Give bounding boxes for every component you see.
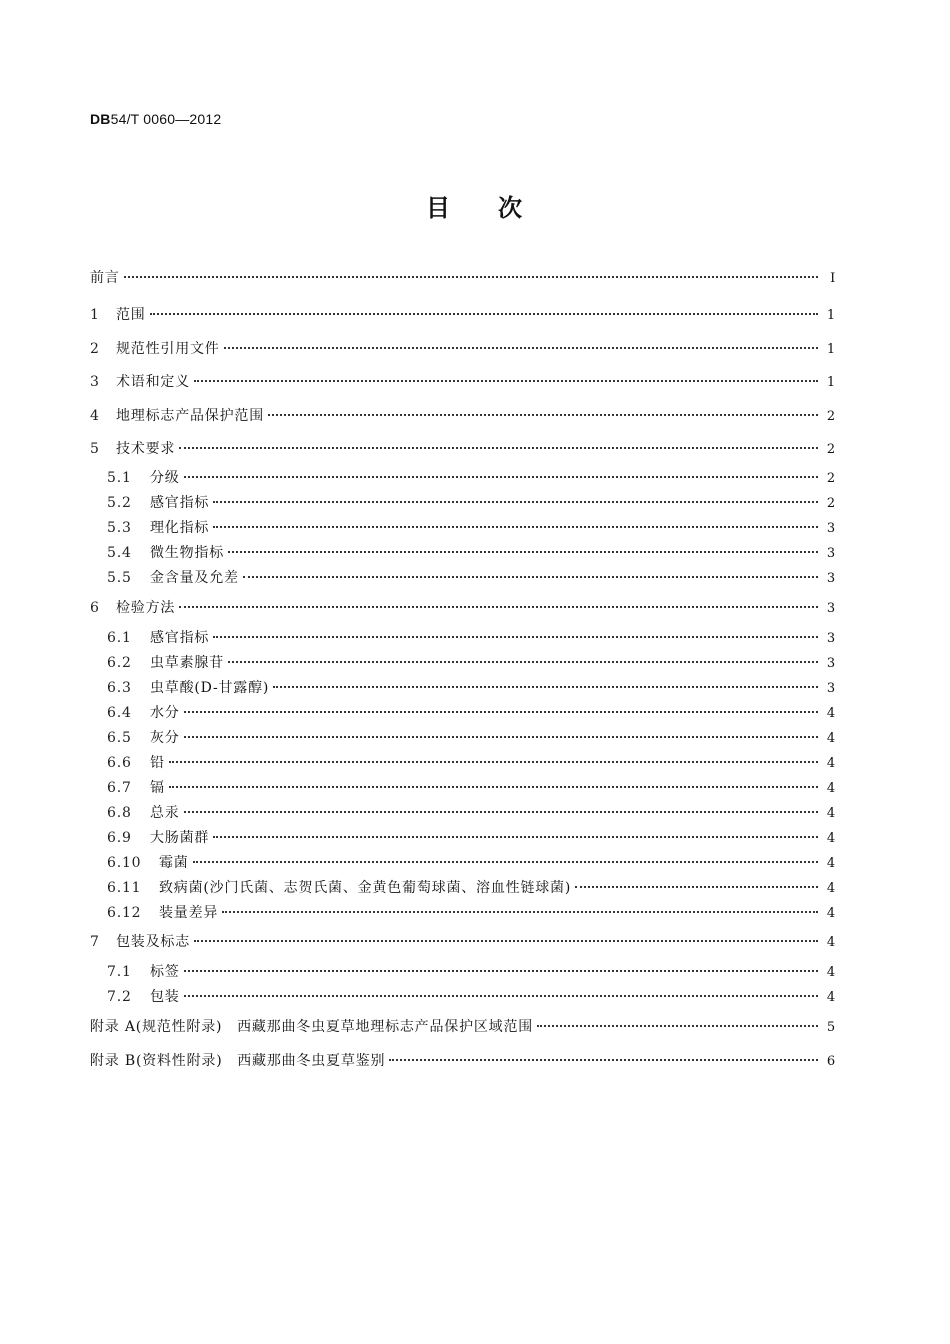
toc-entry[interactable] <box>90 986 836 1008</box>
toc-entry-number: 5.1 <box>107 470 132 486</box>
toc-entry-label: 包装及标志 <box>116 934 190 950</box>
toc-entry-label: 检验方法 <box>116 600 176 616</box>
toc-entry-label: 微生物指标 <box>150 545 224 561</box>
toc-entry-label: 包装 <box>150 989 180 1005</box>
page-title-first: 目 <box>426 194 452 222</box>
toc-entry-page: 3 <box>826 546 836 561</box>
toc-dot-leader <box>575 885 818 888</box>
toc-entry-label: 分级 <box>150 470 180 486</box>
toc-dot-leader <box>228 550 818 553</box>
toc-entry-label: 感官指标 <box>150 495 210 511</box>
toc-entry-label: 灰分 <box>150 730 180 746</box>
toc-entry-label: 附录 B(资料性附录) 西藏那曲冬虫夏草鉴别 <box>90 1053 386 1069</box>
toc-dot-leader <box>224 346 818 349</box>
toc-entry-number: 3 <box>90 374 100 390</box>
toc-entry[interactable] <box>90 467 836 489</box>
toc-entry-label: 水分 <box>150 705 180 721</box>
toc-entry[interactable] <box>90 727 836 749</box>
toc-entry-number: 6.8 <box>107 805 132 821</box>
toc-entry-number: 6.2 <box>107 655 132 671</box>
toc-entry-page: 1 <box>826 342 836 357</box>
toc-entry-label: 虫草酸(D-甘露醇) <box>150 680 270 696</box>
toc-entry[interactable] <box>90 702 836 724</box>
toc-entry-number: 6.12 <box>107 905 142 921</box>
toc-entry-number: 6.5 <box>107 730 132 746</box>
toc-entry-page: 3 <box>826 601 836 616</box>
toc-entry-page: 4 <box>826 706 836 721</box>
toc-entry[interactable] <box>90 405 836 427</box>
toc-entry-page: 4 <box>826 756 836 771</box>
toc-entry-page: 5 <box>826 1020 836 1035</box>
toc-entry-label: 总汞 <box>150 805 180 821</box>
toc-entry-number: 6.11 <box>107 880 142 896</box>
toc-dot-leader <box>213 635 818 638</box>
toc-dot-leader <box>179 605 818 608</box>
toc-entry-label: 范围 <box>116 307 146 323</box>
toc-entry-number: 7.1 <box>107 964 132 980</box>
document-code-number: 54/T 0060—2012 <box>110 111 222 127</box>
toc-entry[interactable] <box>90 931 836 953</box>
toc-entry[interactable] <box>90 752 836 774</box>
toc-entry[interactable] <box>90 438 836 460</box>
toc-entry[interactable] <box>90 492 836 514</box>
toc-entry-number: 7.2 <box>107 989 132 1005</box>
toc-dot-leader <box>184 969 818 972</box>
toc-dot-leader <box>124 275 818 278</box>
toc-entry-label: 技术要求 <box>116 441 176 457</box>
toc-entry-page: 3 <box>826 681 836 696</box>
toc-entry-page: 2 <box>826 471 836 486</box>
toc-entry-number: 6.1 <box>107 630 132 646</box>
toc-entry[interactable] <box>90 877 836 899</box>
toc-dot-leader <box>184 810 818 813</box>
page-title-second: 次 <box>498 194 524 222</box>
toc-entry-number: 6.6 <box>107 755 132 771</box>
toc-dot-leader <box>184 710 818 713</box>
toc-entry-label: 感官指标 <box>150 630 210 646</box>
toc-entry[interactable] <box>90 371 836 393</box>
toc-entry-page: 3 <box>826 521 836 536</box>
toc-entry-number: 5.3 <box>107 520 132 536</box>
toc-entry-page: 4 <box>826 781 836 796</box>
toc-entry-page: 4 <box>826 990 836 1005</box>
toc-entry-number: 1 <box>90 307 100 323</box>
toc-entry-number: 5 <box>90 441 100 457</box>
toc-entry-page: 4 <box>826 906 836 921</box>
toc-entry-label: 附录 A(规范性附录) 西藏那曲冬虫夏草地理标志产品保护区域范围 <box>90 1019 534 1035</box>
toc-entry-number: 2 <box>90 341 100 357</box>
toc-entry-label: 镉 <box>150 780 165 796</box>
toc-entry-label: 大肠菌群 <box>150 830 210 846</box>
toc-entry-page: 4 <box>826 935 836 950</box>
toc-entry-page: 4 <box>826 806 836 821</box>
toc-entry-label: 霉菌 <box>159 855 189 871</box>
toc-entry[interactable] <box>90 827 836 849</box>
toc-entry-label: 标签 <box>150 964 180 980</box>
toc-dot-leader <box>184 475 818 478</box>
toc-entry-number: 6.3 <box>107 680 132 696</box>
toc-dot-leader <box>389 1058 818 1061</box>
toc-dot-leader <box>537 1024 818 1027</box>
toc-entry-number: 6.10 <box>107 855 142 871</box>
toc-dot-leader <box>213 500 818 503</box>
toc-entry-label: 致病菌(沙门氏菌、志贺氏菌、金黄色葡萄球菌、溶血性链球菌) <box>159 880 572 896</box>
toc-dot-leader <box>184 735 818 738</box>
toc-entry-label: 理化指标 <box>150 520 210 536</box>
toc-entry-number: 5.2 <box>107 495 132 511</box>
toc-entry[interactable] <box>90 597 836 619</box>
toc-entry-number: 6.7 <box>107 780 132 796</box>
toc-dot-leader <box>268 413 818 416</box>
toc-entry[interactable] <box>90 542 836 564</box>
toc-entry-page: 4 <box>826 856 836 871</box>
toc-entry-page: 1 <box>826 375 836 390</box>
toc-entry-page: 6 <box>826 1054 836 1069</box>
toc-entry-page: 2 <box>826 409 836 424</box>
toc-entry-number: 5.5 <box>107 570 132 586</box>
toc-entry[interactable] <box>90 777 836 799</box>
toc-entry[interactable] <box>90 677 836 699</box>
toc-entry-label: 铅 <box>150 755 165 771</box>
toc-entry-number: 4 <box>90 408 100 424</box>
toc-entry-label: 装量差异 <box>159 905 219 921</box>
toc-entry-page: 4 <box>826 731 836 746</box>
document-code-prefix: DB <box>90 111 111 127</box>
toc-entry-page: Ⅰ <box>830 271 836 286</box>
toc-entry-page: 3 <box>826 571 836 586</box>
toc-entry-number: 5.4 <box>107 545 132 561</box>
toc-entry-number: 6 <box>90 600 100 616</box>
toc-dot-leader <box>222 910 818 913</box>
toc-entry-label: 地理标志产品保护范围 <box>116 408 264 424</box>
toc-entry-page: 4 <box>826 965 836 980</box>
toc-entry-number: 7 <box>90 934 100 950</box>
toc-entry-label: 金含量及允差 <box>150 570 239 586</box>
toc-entry[interactable] <box>90 902 836 924</box>
toc-entry[interactable] <box>90 517 836 539</box>
toc-entry[interactable] <box>90 1050 836 1072</box>
toc-entry-number: 6.9 <box>107 830 132 846</box>
toc-dot-leader <box>228 660 818 663</box>
toc-dot-leader <box>184 994 818 997</box>
toc-dot-leader <box>150 312 818 315</box>
toc-dot-leader <box>194 939 818 942</box>
toc-entry[interactable] <box>90 852 836 874</box>
toc-entry-page: 2 <box>826 442 836 457</box>
toc-entry[interactable] <box>90 652 836 674</box>
toc-entry-page: 3 <box>826 656 836 671</box>
toc-entry[interactable] <box>90 304 836 326</box>
toc-entry-label: 术语和定义 <box>116 374 190 390</box>
toc-dot-leader <box>179 446 818 449</box>
toc-entry[interactable] <box>90 567 836 589</box>
toc-entry[interactable] <box>90 627 836 649</box>
toc-entry-label: 虫草素腺苷 <box>150 655 224 671</box>
toc-entry-page: 2 <box>826 496 836 511</box>
toc-entry-page: 4 <box>826 881 836 896</box>
toc-entry-number: 6.4 <box>107 705 132 721</box>
toc-entry[interactable] <box>90 802 836 824</box>
table-of-contents <box>90 0 836 1100</box>
toc-dot-leader <box>213 835 818 838</box>
toc-entry-page: 4 <box>826 831 836 846</box>
toc-entry-label: 规范性引用文件 <box>116 341 220 357</box>
toc-dot-leader <box>194 379 818 382</box>
toc-dot-leader <box>193 860 818 863</box>
toc-dot-leader <box>273 685 818 688</box>
toc-entry-page: 3 <box>826 631 836 646</box>
toc-entry-page: 1 <box>826 308 836 323</box>
toc-dot-leader <box>213 525 818 528</box>
toc-dot-leader <box>243 575 818 578</box>
toc-dot-leader <box>169 760 818 763</box>
toc-entry[interactable] <box>90 267 836 289</box>
toc-dot-leader <box>169 785 818 788</box>
toc-entry[interactable] <box>90 1016 836 1038</box>
toc-entry[interactable] <box>90 338 836 360</box>
toc-entry[interactable] <box>90 961 836 983</box>
toc-entry-label: 前言 <box>90 270 120 286</box>
